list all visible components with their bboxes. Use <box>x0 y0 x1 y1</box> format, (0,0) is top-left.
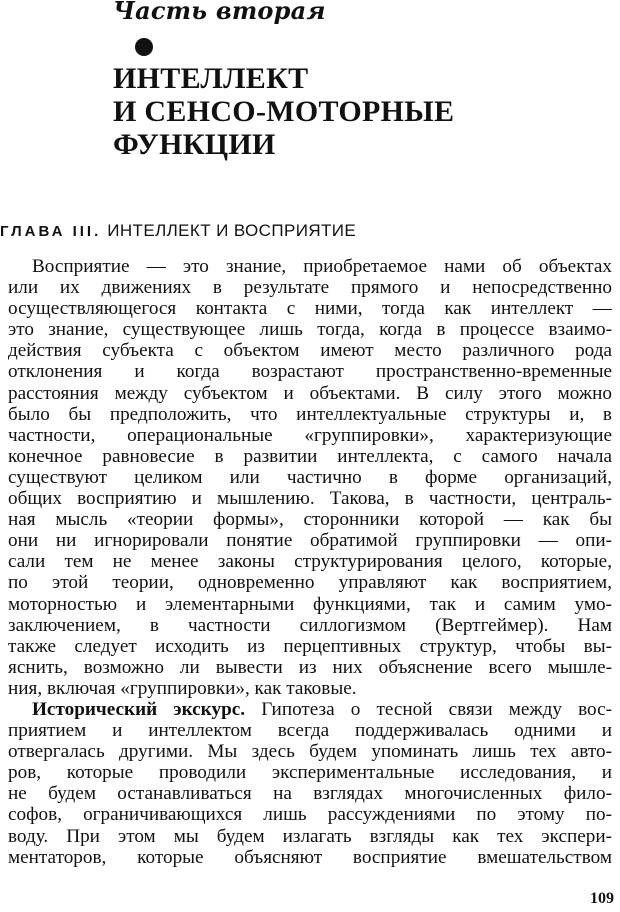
text-line: они ни игнорировали понятие обратимой группировки — опи- <box>8 530 612 552</box>
text-line: отклонения и когда возрастают пространственно-временные <box>8 361 612 383</box>
text-line: частности, операциональные «группировки», характеризующие <box>8 424 612 446</box>
bullet-ornament <box>135 38 153 56</box>
text-fragment: Гипотеза о тесной связи между вос- <box>261 698 613 720</box>
text-line: осуществляющегося контакта с ними, тогда как интеллект — <box>8 298 612 320</box>
text-line: ров, которые проводили экспериментальные исследования, и <box>8 762 612 784</box>
text-line: отвергалась другими. Мы здесь будем упоминать лишь тех авто- <box>8 741 612 763</box>
text-line: по этой теории, одновременно управляют как восприятием, <box>8 572 612 594</box>
text-line: ная мысль «теории формы», сторонники которой — как бы <box>8 509 612 531</box>
page-number: 109 <box>590 890 614 907</box>
text-line: сали тем не менее законы структурирования целого, которые, <box>8 551 612 573</box>
text-line: было бы предположить, что интеллектуальные структуры и, в <box>8 403 612 425</box>
text-line: или их движениях в результате прямого и непосредственно <box>8 277 612 299</box>
text-line: также следует исходить из перцептивных структур, чтобы вы- <box>8 635 612 657</box>
paragraph-1 <box>8 256 612 699</box>
part-title-line: И СЕНСО-МОТОРНЫЕ <box>113 95 455 128</box>
chapter-title: ИНТЕЛЛЕКТ И ВОСПРИЯТИЕ <box>107 221 357 240</box>
body-text <box>8 256 612 868</box>
part-label: Часть вторая <box>113 0 326 25</box>
text-line: не будем останавливаться на взглядах многочисленных фило- <box>8 783 612 805</box>
text-line: действия субъекта с объектом имеют место различного рода <box>8 340 612 362</box>
text-line <box>8 699 612 720</box>
part-title-line: ФУНКЦИИ <box>113 128 276 161</box>
text-line: воду. При этом мы будем излагать взгляды как тех экспери- <box>8 825 612 847</box>
text-line: яснить, возможно ли вывести из них объяснение всего мышле- <box>8 656 612 678</box>
text-line: софов, ограничивающихся лишь рассуждениями по этому по- <box>8 804 612 826</box>
text-line: моторностью и элементарными функциями, так и самим умо- <box>8 593 612 615</box>
paragraph-2 <box>8 699 612 868</box>
text-line: ния, включая «группировки», как таковые. <box>8 677 357 699</box>
text-line: расстояния между субъектом и объектами. В силу этого можно <box>8 382 612 404</box>
text-line: это знание, существующее лишь тогда, когда в процессе взаимо- <box>8 319 612 341</box>
text-line: Восприятие — это знание, приобретаемое нами об объектах <box>32 256 612 277</box>
text-line: общих восприятию и мышлению. Такова, в частности, централь- <box>8 488 612 510</box>
text-line: заключением, в частности силлогизмом (Вертгеймер). Нам <box>8 614 612 636</box>
inline-heading: Исторический экскурс. <box>32 698 246 720</box>
part-title-line: ИНТЕЛЛЕКТ <box>113 62 309 95</box>
text-line: конечное равновесие в развитии интеллекта, с самого начала <box>8 445 612 467</box>
chapter-label: ГЛАВА III. <box>0 223 102 240</box>
text-line: ментаторов, которые объясняют восприятие вмешательством <box>8 846 612 868</box>
chapter-heading <box>0 221 356 241</box>
text-line: существуют целиком или частично в форме организаций, <box>8 466 612 488</box>
text-line: приятием и интеллектом всегда поддерживалась одними и <box>8 720 612 742</box>
part-title <box>113 62 473 161</box>
